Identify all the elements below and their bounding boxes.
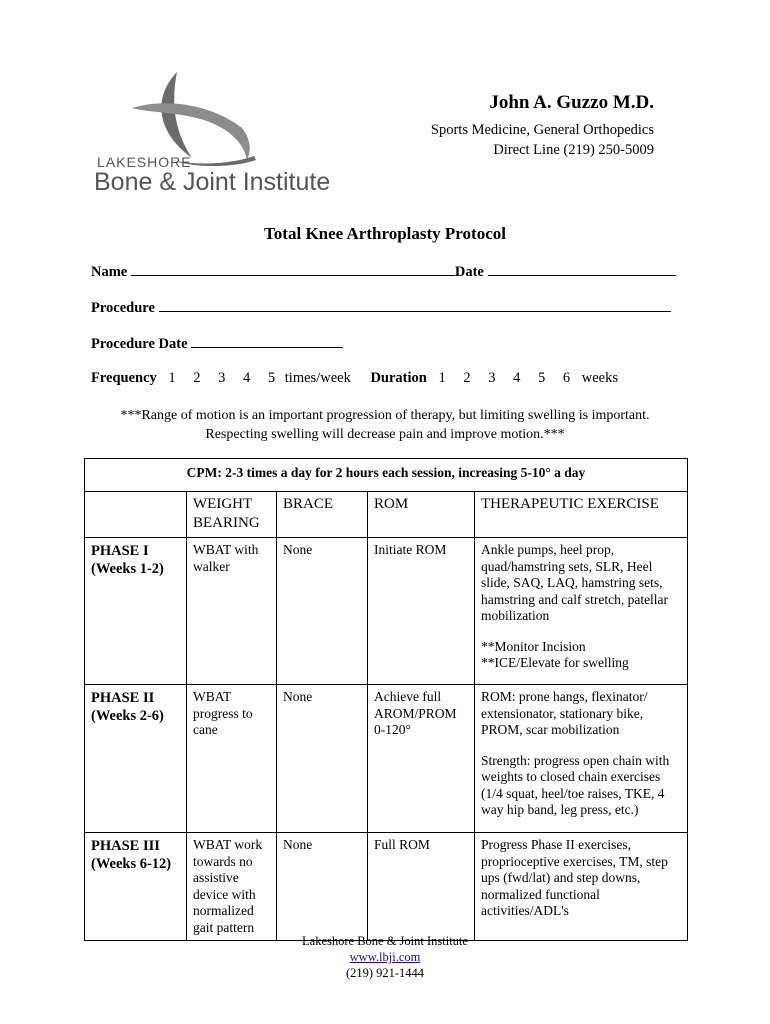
duration-option[interactable]: 3 [488,370,496,386]
phase-cell [85,538,187,685]
procedure-label: Procedure [91,300,155,316]
rom-cell: Achieve full AROM/PROM 0-120° [368,685,475,833]
exercise-note: **ICE/Elevate for swelling [481,655,629,670]
logo-swoosh-icon [132,68,262,168]
brace-cell: None [277,833,368,941]
frequency-option[interactable]: 4 [243,370,251,386]
phase-weeks: (Weeks 1-2) [91,561,164,577]
header-brace: BRACE [277,492,368,538]
footer-org: Lakeshore Bone & Joint Institute [302,934,468,948]
institute-logo [92,68,367,198]
header-weight-bearing: WEIGHT BEARING [187,492,277,538]
rom-cell: Full ROM [368,833,475,941]
page-title: Total Knee Arthroplasty Protocol [264,224,506,243]
procedure-line [91,298,671,317]
doctor-name: John A. Guzzo M.D. [489,92,654,113]
header-rom: ROM [368,492,475,538]
frequency-option[interactable]: 1 [168,370,176,386]
name-field[interactable] [131,262,455,276]
doctor-specialty: Sports Medicine, General Orthopedics [430,122,654,138]
exercise-cell [475,833,688,941]
procedure-date-label: Procedure Date [91,336,188,352]
brace-cell: None [277,685,368,833]
procedure-field[interactable] [159,298,671,312]
procedure-date-line [91,334,343,353]
brace-cell: None [277,538,368,685]
exercise-text: ROM: prone hangs, flexinator/ extensionator, stationary bike, PROM, scar mobilization [481,689,648,737]
frequency-unit: times/week [284,370,351,386]
note-line-1: ***Range of motion is an important progression of therapy, but limiting swelling is important. [120,408,650,423]
phase-weeks: (Weeks 2-6) [91,708,164,724]
table-row [85,538,688,685]
date-field[interactable] [488,262,676,276]
page-footer [0,933,770,981]
table-header-row [85,492,688,538]
protocol-table [84,458,688,941]
rom-cell: Initiate ROM [368,538,475,685]
phase-name: PHASE III [91,838,160,854]
doctor-info [431,92,654,160]
duration-options [438,370,632,386]
phase-name: PHASE II [91,690,155,706]
duration-option[interactable]: 1 [438,370,446,386]
procedure-date-field[interactable] [191,334,343,348]
date-label: Date [454,264,484,280]
table-row [85,685,688,833]
duration-option[interactable]: 6 [562,370,571,386]
logo-line1: LAKESHORE [97,154,192,170]
name-label: Name [91,264,128,280]
header-therapeutic-exercise: THERAPEUTIC EXERCISE [475,492,688,538]
cpm-row [85,459,688,492]
header-blank [85,492,187,538]
footer-phone: (219) 921-1444 [345,966,425,980]
exercise-cell [475,685,688,833]
logo-line2: Bone & Joint Institute [94,168,331,196]
duration-label: Duration [370,370,427,386]
exercise-note: **Monitor Incision [481,638,586,654]
exercise-text: Progress Phase II exercises, proprioceptive exercises, TM, step ups (fwd/lat) and step downs, normalized functional activities/ADL's [481,837,668,918]
frequency-options [168,370,370,386]
frequency-option[interactable]: 2 [193,370,201,386]
frequency-label: Frequency [91,370,157,386]
table-row [85,833,688,941]
duration-option[interactable]: 2 [463,370,471,386]
exercise-text: Strength: progress open chain with weights to closed chain exercises (1/4 squat, heel/toe raises, TKE, 4 way hip band, leg press, etc.) [481,752,670,817]
note-line-2: Respecting swelling will decrease pain and improve motion.*** [205,427,565,442]
frequency-option[interactable]: 5 [267,370,276,386]
range-of-motion-note [0,406,770,444]
duration-option[interactable]: 5 [537,370,546,386]
cpm-instructions: CPM: 2-3 times a day for 2 hours each session, increasing 5-10° a day [85,459,688,492]
doctor-direct-line: Direct Line (219) 250-5009 [493,142,654,158]
name-date-line [91,262,676,281]
weight-bearing-cell: WBAT work towards no assistive device with normalized gait pattern [187,833,277,941]
phase-name: PHASE I [91,543,149,559]
duration-option[interactable]: 4 [513,370,521,386]
frequency-option[interactable]: 3 [218,370,226,386]
footer-website-link[interactable]: www.lbji.com [349,950,421,964]
frequency-duration-line [91,370,632,387]
exercise-cell [475,538,688,685]
weight-bearing-cell: WBAT progress to cane [187,685,277,833]
exercise-text: Ankle pumps, heel prop, quad/hamstring sets, SLR, Heel slide, SAQ, LAQ, hamstring sets, hamstring and calf stretch, patellar mobilization [481,542,669,623]
phase-weeks: (Weeks 6-12) [91,856,172,872]
phase-cell [85,833,187,941]
weight-bearing-cell: WBAT with walker [187,538,277,685]
duration-unit: weeks [581,370,618,386]
phase-cell [85,685,187,833]
